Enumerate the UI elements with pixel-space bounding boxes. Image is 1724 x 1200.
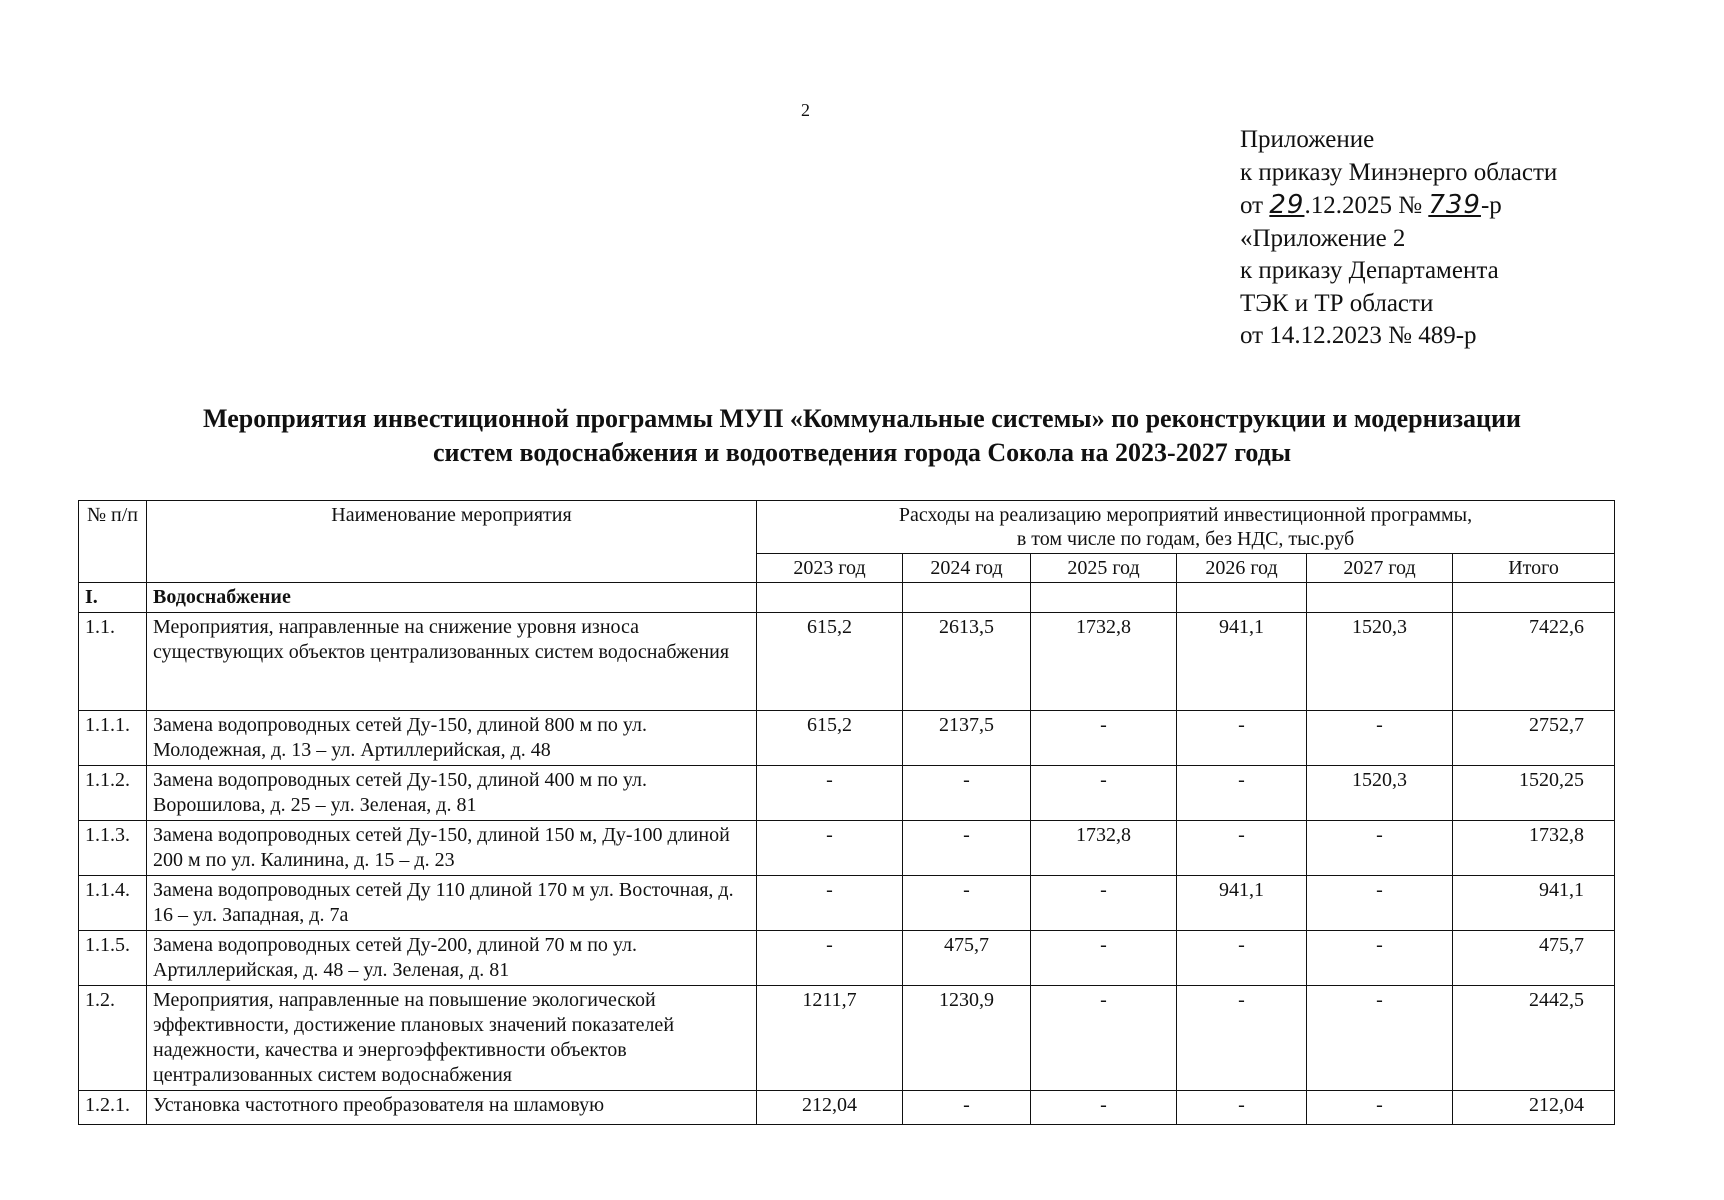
row-value: - [757,931,903,986]
date-prefix: от [1240,192,1270,219]
row-value: - [1031,711,1177,766]
row-value: 1732,8 [1031,613,1177,711]
row-value: - [1177,711,1307,766]
row-value: - [1307,986,1453,1091]
row-value: 1520,3 [1307,766,1453,821]
row-value: - [1031,876,1177,931]
title-line: систем водоснабжения и водоотведения города Сокола на 2023-2027 годы [432,438,1292,467]
row-total: 475,7 [1453,931,1615,986]
row-total: 941,1 [1453,876,1615,931]
appendix-line: Приложение [1240,126,1375,153]
header-year: 2025 год [1031,554,1177,583]
row-total: 7422,6 [1453,613,1615,711]
row-name: Мероприятия, направленные на снижение уровня износа существующих объектов централизованных систем водоснабжения [147,613,757,711]
page-number: 2 [801,100,810,120]
row-value: 1211,7 [757,986,903,1091]
table-row [79,711,1615,766]
row-total: 1520,25 [1453,766,1615,821]
row-number: 1.1.3. [79,821,147,876]
row-total [1453,583,1615,613]
row-total: 212,04 [1453,1091,1615,1125]
row-value: - [1307,1091,1453,1125]
row-value: 615,2 [757,711,903,766]
date-rest: .12.2025 № [1304,192,1429,219]
title-line: Мероприятия инвестиционной программы МУП «Коммунальные системы» по реконструкции и модернизации [203,404,1521,433]
row-number: I. [79,583,147,613]
investment-table [78,500,1615,1125]
row-value: - [903,1091,1031,1125]
row-value [1031,583,1177,613]
row-value: - [757,766,903,821]
row-value: 615,2 [757,613,903,711]
handwritten-day: 29 [1269,190,1305,220]
table-row [79,613,1615,711]
row-value: - [1177,1091,1307,1125]
header-expenses [757,501,1615,554]
table-row [79,1091,1615,1125]
row-name: Замена водопроводных сетей Ду-150, длиной 150 м, Ду-100 длиной 200 м по ул. Калинина, д. 15 – д. 23 [147,821,757,876]
row-name: Замена водопроводных сетей Ду-150, длиной 800 м по ул. Молодежная, д. 13 – ул. Артиллерийская, д. 48 [147,711,757,766]
row-value: 1230,9 [903,986,1031,1091]
appendix-line: «Приложение 2 [1240,224,1406,252]
row-value: 1732,8 [1031,821,1177,876]
row-name: Замена водопроводных сетей Ду 110 длиной 170 м ул. Восточная, д. 16 – ул. Западная, д. 7а [147,876,757,931]
row-value: - [1031,931,1177,986]
row-value: - [1307,711,1453,766]
table-row [79,766,1615,821]
header-year: 2026 год [1177,554,1307,583]
header-name: Наименование мероприятия [147,501,757,583]
row-value: - [1307,876,1453,931]
row-value: 941,1 [1177,613,1307,711]
row-value: 2613,5 [903,613,1031,711]
row-total: 2752,7 [1453,711,1615,766]
row-number: 1.1.4. [79,876,147,931]
row-value: 2137,5 [903,711,1031,766]
row-total: 1732,8 [1453,821,1615,876]
appendix-line: ТЭК и ТР области [1240,289,1434,317]
row-value: - [1307,931,1453,986]
row-value: - [1031,1091,1177,1125]
appendix-line: от 14.12.2023 № 489-р [1240,322,1477,349]
row-value: - [903,876,1031,931]
row-value: - [903,821,1031,876]
row-value [1307,583,1453,613]
table-row [79,931,1615,986]
row-value: 475,7 [903,931,1031,986]
row-total: 2442,5 [1453,986,1615,1091]
appendix-date-line [1240,189,1557,223]
row-value: 1520,3 [1307,613,1453,711]
row-number: 1.2.1. [79,1091,147,1125]
row-number: 1.1.2. [79,766,147,821]
row-value: - [757,876,903,931]
row-value: - [903,766,1031,821]
row-number: 1.2. [79,986,147,1091]
appendix-line: к приказу Минэнерго области [1240,158,1558,186]
order-suffix: -р [1480,192,1502,219]
row-name: Замена водопроводных сетей Ду-200, длиной 70 м по ул. Артиллерийская, д. 48 – ул. Зеленая, д. 81 [147,931,757,986]
row-value: 212,04 [757,1091,903,1125]
row-value: - [1307,821,1453,876]
header-year: 2023 год [757,554,903,583]
appendix-block [1240,124,1557,353]
header-expenses-line: в том числе по годам, без НДС, тыс.руб [1016,528,1355,550]
row-number: 1.1.5. [79,931,147,986]
header-year: 2027 год [1307,554,1453,583]
row-name: Замена водопроводных сетей Ду-150, длиной 400 м по ул. Ворошилова, д. 25 – ул. Зеленая, д. 81 [147,766,757,821]
row-value [903,583,1031,613]
row-value [757,583,903,613]
handwritten-order-number: 739 [1428,190,1481,220]
appendix-line: к приказу Департамента [1240,257,1499,284]
table-row [79,583,1615,613]
row-name: Установка частотного преобразователя на шламовую [147,1091,757,1125]
row-value: 941,1 [1177,876,1307,931]
row-number: 1.1.1. [79,711,147,766]
header-num: № п/п [79,501,147,583]
row-value: - [757,821,903,876]
row-value: - [1031,986,1177,1091]
row-value: - [1177,986,1307,1091]
document-title [60,402,1664,470]
row-name: Водоснабжение [147,583,757,613]
row-value [1177,583,1307,613]
header-total: Итого [1453,554,1615,583]
row-value: - [1031,766,1177,821]
table-row [79,821,1615,876]
row-name: Мероприятия, направленные на повышение экологической эффективности, достижение плановых значений показателей надежности, качества и энергоэффективности объектов централизованных систем водоснабжения [147,986,757,1091]
header-expenses-line: Расходы на реализацию мероприятий инвестиционной программы, [898,504,1473,526]
table-row [79,876,1615,931]
table-row [79,986,1615,1091]
header-year: 2024 год [903,554,1031,583]
row-value: - [1177,931,1307,986]
row-value: - [1177,821,1307,876]
row-value: - [1177,766,1307,821]
row-number: 1.1. [79,613,147,711]
